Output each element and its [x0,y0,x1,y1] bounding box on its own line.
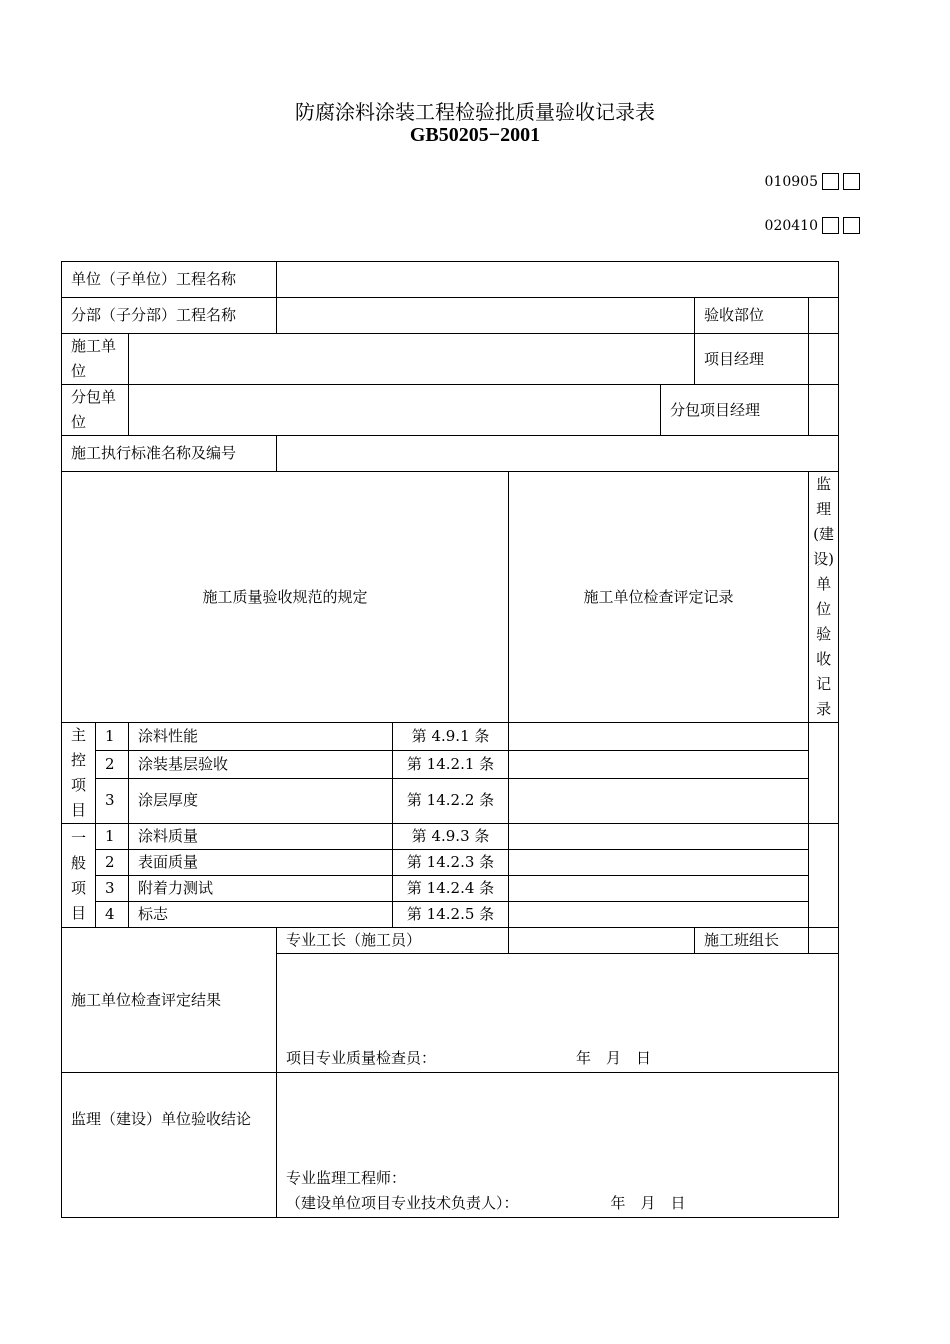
project-manager-field[interactable] [809,334,839,385]
acceptance-part-field[interactable] [809,298,839,334]
check-record-cell[interactable] [509,902,809,928]
check-record-cell[interactable] [509,723,809,751]
general-items-group-label: 一 般 项 目 [62,824,96,928]
inspector-label: 项目专业质量检查员： [286,1049,437,1067]
check-record-cell[interactable] [509,751,809,778]
item-number: 2 [96,850,129,876]
item-clause: 第 14.2.3 条 [393,850,509,876]
unit-project-label: 单位（子单位）工程名称 [62,262,277,298]
item-name: 表面质量 [129,850,393,876]
checkbox[interactable] [822,217,839,234]
item-clause: 第 4.9.1 条 [393,723,509,751]
subcontract-manager-field[interactable] [809,385,839,436]
item-number: 4 [96,902,129,928]
code-line-1 [765,173,860,190]
construction-unit-label: 施工单位 [62,334,129,385]
item-number: 3 [96,778,129,823]
item-clause: 第 14.2.5 条 [393,902,509,928]
check-record-cell[interactable] [509,824,809,850]
acceptance-part-label: 验收部位 [695,298,809,334]
item-number: 1 [96,723,129,751]
subcontract-unit-label: 分包单位 [62,385,129,436]
main-items-group-label: 主 控 项 目 [62,723,96,824]
inspector-line [286,1046,829,1071]
item-number: 1 [96,824,129,850]
item-number: 2 [96,751,129,778]
conclusion-date: 年 月 日 [610,1194,686,1212]
standard-field[interactable] [277,436,839,472]
supervision-record-cell[interactable] [809,824,839,928]
subcontract-unit-field[interactable] [129,385,661,436]
checkbox[interactable] [843,173,860,190]
supervision-conclusion-signature[interactable] [277,1073,839,1218]
check-result-label: 施工单位检查评定结果 [62,928,277,1073]
supervision-conclusion-label: 监理（建设）单位验收结论 [62,1073,277,1218]
item-clause: 第 14.2.4 条 [393,876,509,902]
tech-lead-label: （建设单位项目专业技术负责人）： [286,1194,519,1212]
team-leader-field[interactable] [809,928,839,954]
subproject-field[interactable] [277,298,695,334]
check-record-cell[interactable] [509,778,809,823]
code-number: 020410 [764,217,818,234]
foreman-field[interactable] [509,928,695,954]
code-line-2 [765,217,860,234]
item-clause: 第 4.9.3 条 [393,824,509,850]
supervision-record-column-header: 监理(建设)单位验收记录 [809,472,839,723]
check-record-cell[interactable] [509,850,809,876]
standard-code: GB50205−2001 [409,124,541,146]
engineer-label: 专业监理工程师： [286,1169,407,1187]
acceptance-record-table [61,261,839,1218]
standard-label: 施工执行标准名称及编号 [62,436,277,472]
item-number: 3 [96,876,129,902]
tech-lead-line [286,1191,829,1216]
spec-column-header: 施工质量验收规范的规定 [62,472,509,723]
unit-project-field[interactable] [277,262,839,298]
item-clause: 第 14.2.2 条 [393,778,509,823]
item-clause: 第 14.2.1 条 [393,751,509,778]
item-name: 涂料质量 [129,824,393,850]
item-name: 涂料性能 [129,723,393,751]
code-number: 010905 [764,173,818,190]
project-manager-label: 项目经理 [695,334,809,385]
foreman-label: 专业工长（施工员） [277,928,509,954]
construction-unit-field[interactable] [129,334,695,385]
item-name: 标志 [129,902,393,928]
item-name: 涂层厚度 [129,778,393,823]
supervision-record-cell[interactable] [809,723,839,824]
checkbox[interactable] [822,173,839,190]
check-result-signature[interactable] [277,954,839,1073]
check-record-column-header: 施工单位检查评定记录 [509,472,809,723]
checkbox[interactable] [843,217,860,234]
subcontract-manager-label: 分包项目经理 [661,385,809,436]
check-record-cell[interactable] [509,876,809,902]
subproject-label: 分部（子分部）工程名称 [62,298,277,334]
item-name: 涂装基层验收 [129,751,393,778]
form-title: 防腐涂料涂装工程检验批质量验收记录表 [295,100,655,124]
inspection-date: 年 月 日 [576,1049,652,1067]
item-name: 附着力测试 [129,876,393,902]
team-leader-label: 施工班组长 [695,928,809,954]
